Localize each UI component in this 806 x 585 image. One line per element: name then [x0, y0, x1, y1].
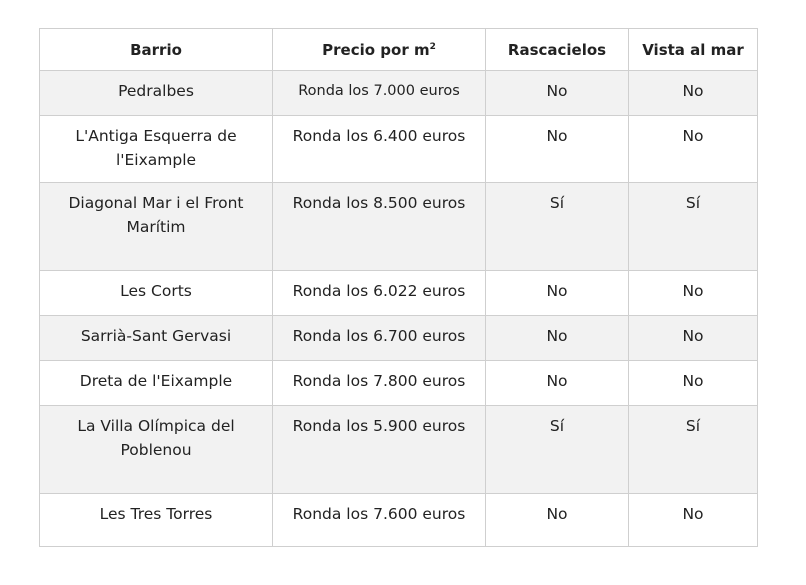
table-row — [40, 183, 758, 271]
cell-precio: Ronda los 6.400 euros — [273, 116, 486, 183]
cell-vista-al-mar: No — [629, 271, 758, 316]
cell-vista-al-mar: No — [629, 361, 758, 406]
cell-barrio: Les Corts — [40, 271, 273, 316]
cell-precio: Ronda los 7.600 euros — [273, 494, 486, 547]
cell-barrio: Les Tres Torres — [40, 494, 273, 547]
neighborhood-price-table — [39, 28, 758, 547]
table-header — [40, 29, 758, 71]
cell-vista-al-mar: No — [629, 116, 758, 183]
cell-barrio: Sarrià-Sant Gervasi — [40, 316, 273, 361]
cell-precio: Ronda los 6.022 euros — [273, 271, 486, 316]
cell-precio: Ronda los 7.800 euros — [273, 361, 486, 406]
cell-barrio: Dreta de l'Eixample — [40, 361, 273, 406]
table-row — [40, 361, 758, 406]
cell-precio: Ronda los 8.500 euros — [273, 183, 486, 271]
header-precio-superscript: 2 — [429, 41, 436, 52]
cell-rascacielos: Sí — [486, 406, 629, 494]
cell-vista-al-mar: Sí — [629, 406, 758, 494]
table-row — [40, 116, 758, 183]
cell-precio: Ronda los 5.900 euros — [273, 406, 486, 494]
cell-rascacielos: No — [486, 71, 629, 116]
cell-precio: Ronda los 7.000 euros — [273, 71, 486, 116]
cell-rascacielos: No — [486, 494, 629, 547]
header-rascacielos: Rascacielos — [486, 29, 629, 71]
header-precio-label: Precio por m — [322, 40, 430, 59]
cell-barrio: La Villa Olímpica del Poblenou — [40, 406, 273, 494]
header-row — [40, 29, 758, 71]
cell-rascacielos: No — [486, 361, 629, 406]
cell-vista-al-mar: Sí — [629, 183, 758, 271]
cell-vista-al-mar: No — [629, 494, 758, 547]
table-row — [40, 271, 758, 316]
cell-precio: Ronda los 6.700 euros — [273, 316, 486, 361]
header-barrio: Barrio — [40, 29, 273, 71]
cell-rascacielos: Sí — [486, 183, 629, 271]
header-vista-al-mar: Vista al mar — [629, 29, 758, 71]
header-precio — [273, 29, 486, 71]
cell-rascacielos: No — [486, 316, 629, 361]
table-body — [40, 71, 758, 547]
table-row — [40, 316, 758, 361]
cell-rascacielos: No — [486, 271, 629, 316]
cell-barrio: Diagonal Mar i el Front Marítim — [40, 183, 273, 271]
table-row — [40, 406, 758, 494]
cell-barrio: L'Antiga Esquerra de l'Eixample — [40, 116, 273, 183]
cell-rascacielos: No — [486, 116, 629, 183]
table-row — [40, 494, 758, 547]
cell-vista-al-mar: No — [629, 316, 758, 361]
cell-vista-al-mar: No — [629, 71, 758, 116]
table-row — [40, 71, 758, 116]
cell-barrio: Pedralbes — [40, 71, 273, 116]
